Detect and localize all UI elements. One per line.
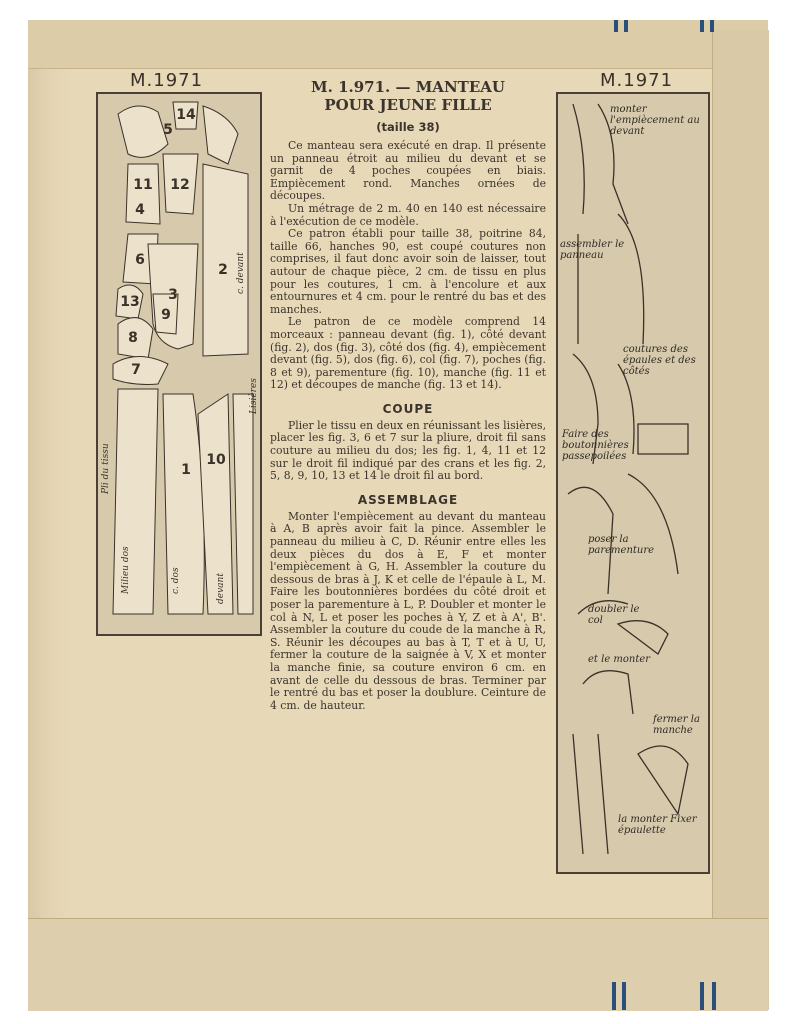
side-label: devant (216, 573, 226, 604)
piece-number: 14 (176, 107, 196, 123)
side-label: c. devant (236, 252, 246, 294)
piece-number: 10 (206, 452, 226, 468)
sketch-note: monter l'empiècement au devant (610, 104, 700, 137)
intro-paragraph: Un métrage de 2 m. 40 en 140 est nécessaire à l'exécution de ce modèle. (270, 201, 546, 228)
intro-paragraph: Ce patron établi pour taille 38, poitrine 84, taille 66, hanches 90, est coupé coutures non comprises, il faut donc avoir soin de laisser, tout autour de chaque pièce, 2 cm. de tissu en plus pour les coutures, 1 cm. à l'encolure et aux entournures et 4 cm. pour le rentré du bas et des manches. (270, 227, 546, 316)
blue-stripe (710, 20, 714, 32)
piece-number: 2 (218, 262, 228, 278)
coupe-paragraph: Plier le tissu en deux en réunissant les lisières, placer les fig. 3, 6 et 7 sur la pliure, droit fil sans couture au milieu du dos; les fig. 1, 4, 11 et 12 sur le droit fil indiqué par des crans et les fig. 2, 5, 8, 9, 10, 13 et 14 le droit fil au bord. (270, 418, 546, 483)
right-pattern-code: M.1971 (600, 70, 674, 91)
intro-paragraph: Ce manteau sera exécuté en drap. Il présente un panneau étroit au milieu du devant et se garnit de 4 poches coupées en biais. Empiècement rond. Manches ornées de découpes. (270, 139, 546, 203)
assemblage-heading: ASSEMBLAGE (357, 492, 459, 507)
sketch-note: Faire des boutonnières passepoilées (562, 429, 629, 462)
coupe-heading: COUPE (382, 401, 434, 416)
sketch-note: assembler le panneau (560, 239, 625, 261)
piece-number: 3 (168, 287, 178, 303)
blue-stripe (712, 982, 716, 1010)
sketch-note: la monter Fixer épaulette (618, 814, 697, 836)
piece-number: 4 (135, 202, 145, 218)
blue-stripe (612, 982, 616, 1010)
pattern-title: M. 1.971. — MANTEAU (311, 78, 505, 96)
left-pattern-code: M.1971 (130, 70, 204, 91)
blue-stripe (624, 20, 628, 32)
pattern-size: (taille 38) (376, 120, 440, 134)
bottom-flap (28, 918, 768, 1011)
assembly-illustrations (556, 92, 710, 874)
sketch-note: fermer la manche (653, 714, 700, 736)
side-label: c. dos (171, 567, 181, 594)
right-flap (712, 30, 769, 1010)
piece-number: 1 (181, 462, 191, 478)
top-flap (28, 20, 768, 69)
side-label: Milieu dos (121, 546, 131, 594)
piece-number: 6 (135, 252, 145, 268)
pattern-layout-diagram (96, 92, 262, 636)
piece-number: 11 (133, 177, 153, 193)
piece-number: 5 (163, 122, 173, 138)
blue-stripe (700, 20, 704, 32)
side-label: Lisières (249, 378, 259, 414)
intro-paragraph: Le patron de ce modèle comprend 14 morceaux : panneau devant (fig. 1), côté devant (fig. 2), dos (fig. 3), côté dos (fig. 4), empiècement devant (fig. 5), dos (fig. 6), col (fig. 7), poches (fig. 8 et 9), parementure (fig. 10), manche (fig. 11 et 12) et découpes de manche (fig. 13 et 14). (270, 315, 546, 392)
instructions-column (270, 78, 546, 712)
piece-number: 13 (120, 294, 140, 310)
blue-stripe (614, 20, 618, 32)
sketch-note: poser la parementure (588, 534, 655, 556)
piece-number: 8 (128, 330, 138, 346)
piece-number: 9 (161, 307, 171, 323)
piece-number: 12 (170, 177, 190, 193)
piece-number: 7 (131, 362, 141, 378)
sketch-note: coutures des épaules et des côtés (623, 344, 696, 377)
assemblage-paragraph: Monter l'empiècement au devant du manteau à A, B après avoir fait la pince. Assembler le panneau du milieu à C, D. Réunir entre elles les deux pièces du dos à E, F et monter l'empiècement à G, H. Assembler la couture du dessous de bras à J, K et celle de l'épaule à L, M. Faire les boutonnières bordées du côté droit et poser la parementure à L, P. Doubler et monter le col à N, L et poser les poches à Y, Z et à A', B'. Assembler la couture du coude de la manche à R, S. Réunir les découpes au bas à T, T et à U, U, fermer la couture de la saignée à V, X et monter la manche finie, sa couture environ 6 cm. en avant de celle du dessous de bras. Terminer par le rentré du bas et poser la doublure. Ceinture de 4 cm. de hauteur. (270, 509, 546, 712)
pattern-pieces-drawing (98, 94, 260, 634)
sketch-note: doubler le col (588, 604, 640, 626)
side-label: Pli du tissu (101, 443, 111, 494)
blue-stripe (700, 982, 704, 1010)
sketch-note: et le monter (588, 654, 651, 665)
blue-stripe (622, 982, 626, 1010)
assembly-sketches (558, 94, 708, 872)
pattern-subtitle: POUR JEUNE FILLE (324, 96, 492, 114)
